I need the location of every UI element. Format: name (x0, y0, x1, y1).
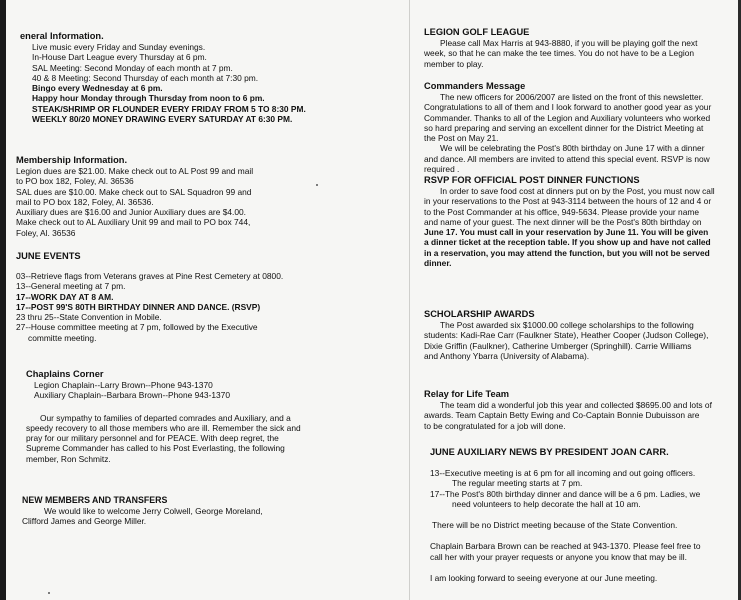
scholarship-line: Dixie Griffin (Faulkner), Catherine Umberger (Springhill). Carrie Williams (424, 340, 692, 351)
june-events-heading: JUNE EVENTS (16, 251, 81, 261)
membership-line: Make check out to AL Auxiliary Unit 99 and mail to PO box 744, (16, 217, 251, 228)
chaplains-paragraph-line: pray for our military personnel and for PEACE. With deep regret, the (26, 433, 279, 444)
auxiliary-chaplain-line: Chaplain Barbara Brown can be reached at 943-1370. Please feel free to (430, 541, 701, 552)
page-fold (409, 0, 410, 600)
membership-line: Auxiliary dues are $16.00 and Junior Auxiliary dues are $4.00. (16, 207, 246, 218)
june-event-item: 27--House committee meeting at 7 pm, followed by the Executive (16, 322, 258, 333)
scholarship-line: and Anthony Ybarra (University of Alabama). (424, 350, 590, 361)
general-info-line: 40 & 8 Meeting: Second Thursday of each month at 7:30 pm. (32, 72, 259, 83)
chaplains-paragraph-line: member, Ron Schmitz. (26, 453, 111, 464)
new-members-line: Clifford James and George Miller. (22, 516, 147, 527)
scholarship-line: The Post awarded six $1000.00 college scholarships to the following (440, 320, 694, 330)
commanders-line: We will be celebrating the Post's 80th birthday on June 17 with a dinner (440, 143, 705, 154)
rsvp-line: to the Post Commander at his office, 949-5634. Please provide your name (424, 206, 699, 217)
scholarship-section (424, 308, 708, 361)
new-members-heading: NEW MEMBERS AND TRANSFERS (22, 495, 168, 505)
commanders-line: Congratulations to all of them and I look forward to another good year as your (424, 102, 712, 113)
scholarship-heading: SCHOLARSHIP AWARDS (424, 309, 535, 319)
chaplains-section (26, 368, 301, 464)
general-info-bold-line: STEAK/SHRIMP OR FLOUNDER EVERY FRIDAY FROM 5 TO 8:30 PM. (32, 103, 306, 114)
auxiliary-heading: JUNE AUXILIARY NEWS BY PRESIDENT JOAN CARR. (430, 447, 669, 457)
chaplains-paragraph-line: Supreme Commander has called to his Post Everlasting, the following (26, 443, 285, 454)
commanders-line: the Post on May 21. (424, 133, 499, 144)
general-info-bold-line: Bingo every Wednesday at 6 pm. (32, 83, 163, 94)
chaplains-heading: Chaplains Corner (26, 369, 104, 379)
auxiliary-item: 17--The Post's 80th birthday dinner and dance will be a 6 pm. Ladies, we (430, 488, 701, 499)
auxiliary-closing: I am looking forward to seeing everyone at our June meeting. (430, 573, 658, 584)
scan-speck (316, 184, 318, 186)
membership-line: to PO box 182, Foley, Al. 36536 (16, 176, 134, 187)
rsvp-bold-line: June 17. You must call in your reservation by June 11. You will be given (424, 227, 709, 238)
membership-heading: Membership Information. (16, 155, 128, 165)
auxiliary-item: 13--Executive meeting is at 6 pm for all incoming and out going officers. (430, 468, 696, 478)
membership-section (16, 154, 253, 238)
relay-line: The team did a wonderful job this year and collected $8695.00 and lots of (440, 400, 712, 410)
relay-line: awards. Team Captain Betty Ewing and Co-Captain Bonnie Dubuisson are (424, 410, 700, 421)
rsvp-line: in your reservations to the Post at 943-3114 between the hours of 12 and 4 or (424, 196, 712, 207)
general-info-bold-line: WEEKLY 80/20 MONEY DRAWING EVERY SATURDAY AT 6:30 PM. (32, 114, 293, 125)
golf-line: Please call Max Harris at 943-8880, if you will be playing golf the next (440, 38, 698, 48)
commanders-line: Commander. Thanks to all of the Legion and Auxiliary volunteers who worked (424, 112, 711, 123)
relay-heading: Relay for Life Team (424, 389, 510, 399)
general-info-heading: eneral Information. (20, 31, 104, 41)
new-members-line: We would like to welcome Jerry Colwell, George Moreland, (44, 506, 263, 516)
golf-line: member to play. (424, 58, 484, 69)
auxiliary-item: need volunteers to help decorate the hall at 10 am. (452, 498, 641, 509)
scan-edge-left (0, 0, 6, 600)
golf-section (424, 26, 697, 69)
relay-section (424, 388, 712, 431)
golf-line: week, so that he can make the tee times. You do not have to be a Legion (424, 48, 695, 59)
commanders-line: required . (424, 164, 460, 175)
membership-line: SAL dues are $10.00. Make check out to SAL Squadron 99 and (16, 186, 252, 197)
rsvp-heading: RSVP FOR OFFICIAL POST DINNER FUNCTIONS (424, 175, 640, 185)
june-event-item: 13--General meeting at 7 pm. (16, 281, 126, 292)
membership-line: Legion dues are $21.00. Make check out to AL Post 99 and mail (16, 166, 254, 176)
chaplains-paragraph-line: Our sympathy to families of departed comrades and Auxiliary, and a (40, 412, 291, 423)
commanders-line: The new officers for 2006/2007 are listed on the front of this newsletter. (440, 92, 704, 102)
scan-speck (48, 592, 50, 594)
june-events-section (16, 250, 283, 343)
general-info-line: SAL Meeting: Second Monday of each month at 7 pm. (32, 62, 233, 73)
general-info-line: In-House Dart League every Thursday at 6 pm. (32, 52, 207, 63)
general-info-section (20, 30, 306, 124)
relay-line: to be congratulated for a job will done. (424, 420, 566, 431)
general-info-line: Live music every Friday and Sunday evenings. (32, 42, 206, 52)
june-event-item: 03--Retrieve flags from Veterans graves at Pine Rest Cemetery at 0800. (16, 271, 284, 281)
rsvp-bold-line: in a reservation, you may attend the function, but you will not be served (424, 247, 710, 258)
auxiliary-chaplain: Auxiliary Chaplain--Barbara Brown--Phone 943-1370 (34, 390, 230, 401)
golf-heading: LEGION GOLF LEAGUE (424, 27, 530, 37)
membership-line: mail to PO box 182, Foley, Al. 36536. (16, 196, 154, 207)
membership-line: Foley, Al. 36536 (16, 227, 76, 238)
rsvp-bold-line: dinner. (424, 258, 452, 269)
auxiliary-item: The regular meeting starts at 7 pm. (452, 478, 583, 489)
commanders-section (424, 80, 711, 174)
commanders-line: and dance. All members are invited to attend this special event. RSVP is now (424, 153, 710, 164)
scholarship-line: students: Kadi-Rae Carr (Faulkner State), Heather Cooper (Judson College), (424, 330, 709, 341)
auxiliary-chaplain-line: call her with your prayer requests or anyone you know that may be ill. (430, 551, 687, 562)
auxiliary-section (430, 446, 701, 583)
chaplains-paragraph-line: speedy recovery to all those members who are ill. Remember the sick and (26, 422, 301, 433)
rsvp-line: In order to save food cost at dinners put on by the Post, you must now call (440, 186, 715, 196)
june-event-item: committe meeting. (28, 332, 97, 343)
commanders-heading: Commanders Message (424, 81, 526, 91)
june-event-item: 17--WORK DAY AT 8 AM. (16, 291, 114, 302)
rsvp-bold-line: a dinner ticket at the reception table. If you show up and have not called (424, 237, 711, 248)
legion-chaplain: Legion Chaplain--Larry Brown--Phone 943-1370 (34, 380, 213, 390)
commanders-line: so hard preparing and serving an excellent dinner for the District Meeting at (424, 122, 704, 133)
june-event-item: 23 thru 25--State Convention in Mobile. (16, 312, 162, 323)
auxiliary-district: There will be no District meeting because of the State Convention. (432, 520, 678, 531)
june-event-item: 17--POST 99'S 80TH BIRTHDAY DINNER AND DANCE. (RSVP) (16, 301, 261, 312)
new-members-section (22, 494, 263, 527)
rsvp-line: and name of your guest. The next dinner will be the Post's 80th birthday on (424, 216, 702, 227)
rsvp-section (424, 174, 715, 268)
general-info-bold-line: Happy hour Monday through Thursday from noon to 6 pm. (32, 93, 265, 104)
